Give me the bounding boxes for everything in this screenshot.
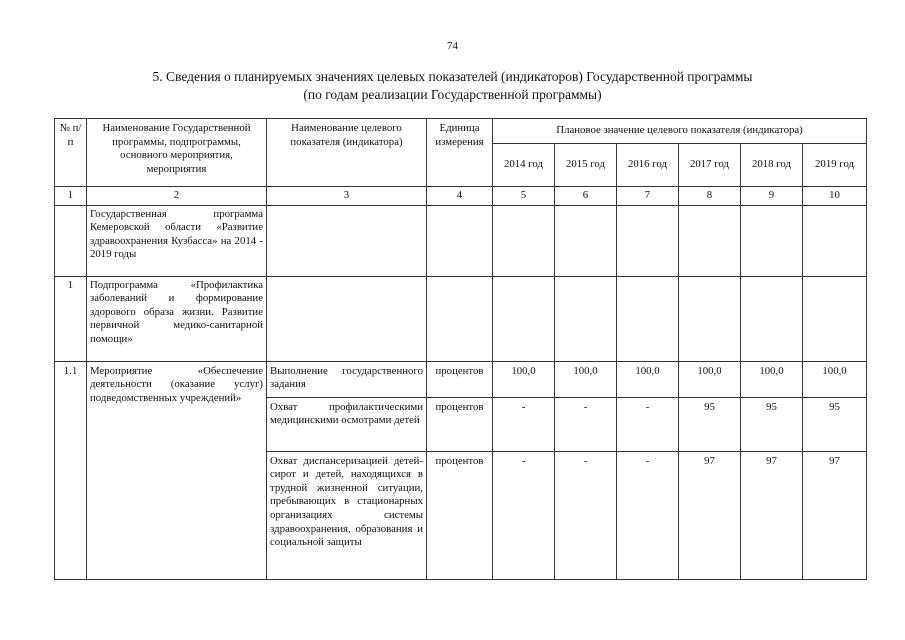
empty-cell: [741, 276, 803, 361]
header-row: [55, 119, 867, 144]
header-name: Наименование Государственной программы, подпрограммы, основного мероприятия, мероприятия: [87, 119, 267, 187]
empty-cell: [267, 205, 427, 276]
column-number: 3: [267, 187, 427, 206]
measure-indicator-row: [55, 361, 867, 397]
indicator-value: 100,0: [617, 361, 679, 397]
header-year: 2014 год: [493, 144, 555, 187]
indicator-name: Выполнение государственного задания: [267, 361, 427, 397]
indicator-name: Охват диспансеризацией детей-сирот и детей, находящихся в трудной жизненной ситуации, пребывающих в стационарных организациях системы здравоохранения, образования и социальной защиты: [267, 451, 427, 579]
section-title: [0, 68, 905, 104]
indicator-value: 100,0: [741, 361, 803, 397]
indicator-unit: процентов: [427, 451, 493, 579]
empty-cell: [617, 276, 679, 361]
empty-cell: [555, 205, 617, 276]
column-number: 4: [427, 187, 493, 206]
indicator-name: Охват профилактическими медицинскими осмотрами детей: [267, 397, 427, 451]
measure-name: Мероприятие «Обеспечение деятельности (оказание услуг) подведомственных учреждений»: [87, 361, 267, 579]
column-number: 1: [55, 187, 87, 206]
empty-cell: [493, 205, 555, 276]
indicator-value: 100,0: [555, 361, 617, 397]
header-num: № п/п: [55, 119, 87, 187]
column-number: 9: [741, 187, 803, 206]
header-year: 2017 год: [679, 144, 741, 187]
page-number: 74: [447, 40, 458, 52]
indicator-value: 97: [741, 451, 803, 579]
empty-cell: [679, 276, 741, 361]
empty-cell: [617, 205, 679, 276]
header-year: 2016 год: [617, 144, 679, 187]
program-num: [55, 205, 87, 276]
column-number: 7: [617, 187, 679, 206]
header-planned: Плановое значение целевого показателя (индикатора): [493, 119, 867, 144]
column-number: 2: [87, 187, 267, 206]
empty-cell: [493, 276, 555, 361]
column-number: 8: [679, 187, 741, 206]
column-number: 5: [493, 187, 555, 206]
measure-num: 1.1: [55, 361, 87, 579]
indicator-value: 95: [679, 397, 741, 451]
section-title-line-2: (по годам реализации Государственной программы): [303, 87, 602, 102]
indicator-value: -: [555, 397, 617, 451]
empty-cell: [803, 276, 867, 361]
indicator-value: -: [617, 451, 679, 579]
header-year: 2015 год: [555, 144, 617, 187]
header-year: 2019 год: [803, 144, 867, 187]
indicator-value: 100,0: [803, 361, 867, 397]
program-name: Государственная программа Кемеровской области «Развитие здравоохранения Кузбасса» на 2014 - 2019 годы: [87, 205, 267, 276]
header-indicator: Наименование целевого показателя (индикатора): [267, 119, 427, 187]
empty-cell: [679, 205, 741, 276]
indicator-unit: процентов: [427, 361, 493, 397]
indicator-unit: процентов: [427, 397, 493, 451]
column-numbers-row: [55, 187, 867, 206]
empty-cell: [803, 205, 867, 276]
indicator-value: 100,0: [493, 361, 555, 397]
empty-cell: [427, 276, 493, 361]
indicator-value: -: [617, 397, 679, 451]
column-number: 10: [803, 187, 867, 206]
empty-cell: [555, 276, 617, 361]
indicator-value: 95: [803, 397, 867, 451]
indicator-value: 100,0: [679, 361, 741, 397]
subprogram-num: 1: [55, 276, 87, 361]
empty-cell: [741, 205, 803, 276]
program-row: [55, 205, 867, 276]
indicator-value: 95: [741, 397, 803, 451]
indicator-value: -: [555, 451, 617, 579]
header-unit: Единица измерения: [427, 119, 493, 187]
indicator-value: -: [493, 397, 555, 451]
indicators-table: [54, 118, 867, 580]
subprogram-row: [55, 276, 867, 361]
subprogram-name: Подпрограмма «Профилактика заболеваний и формирование здорового образа жизни. Развитие первичной медико-санитарной помощи»: [87, 276, 267, 361]
header-year: 2018 год: [741, 144, 803, 187]
empty-cell: [267, 276, 427, 361]
section-title-line-1: 5. Сведения о планируемых значениях целевых показателей (индикаторов) Государственной программы: [152, 69, 753, 84]
empty-cell: [427, 205, 493, 276]
indicator-value: 97: [803, 451, 867, 579]
indicator-value: 97: [679, 451, 741, 579]
indicator-value: -: [493, 451, 555, 579]
column-number: 6: [555, 187, 617, 206]
